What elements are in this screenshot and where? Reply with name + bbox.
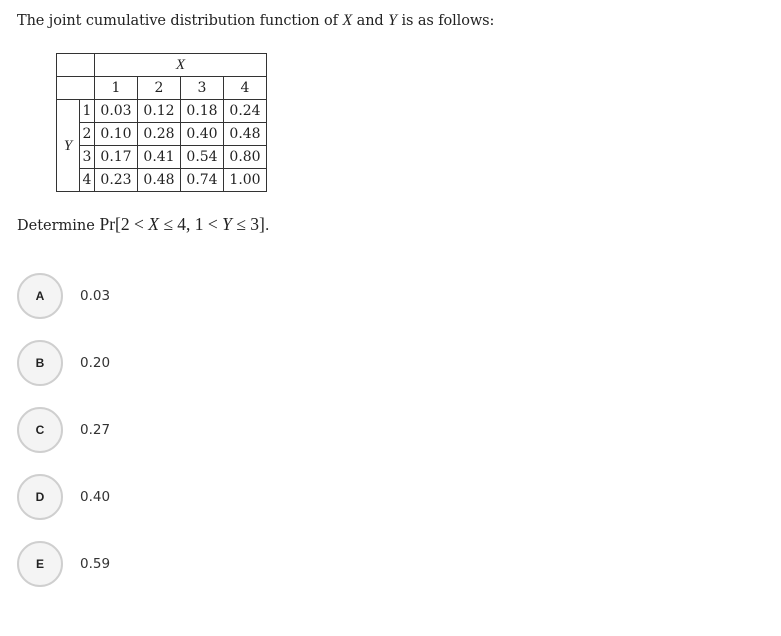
x-value-header: 2	[138, 77, 181, 100]
table-cell: 1.00	[224, 169, 267, 192]
expr-op: <	[129, 214, 149, 234]
intro-var-x: X	[342, 12, 353, 29]
x-values-row	[57, 77, 267, 100]
table-cell: 0.48	[138, 169, 181, 192]
x-value-header: 3	[181, 77, 224, 100]
joint-cdf-table	[56, 53, 267, 192]
intro-prefix: The joint cumulative distribution function of	[17, 13, 343, 29]
y-value-header: 4	[80, 169, 95, 192]
y-variable-header: Y	[57, 100, 80, 192]
intro-and: and	[352, 13, 389, 29]
option-letter-badge[interactable]: E	[17, 541, 63, 587]
table-row	[57, 169, 267, 192]
table-cell: 0.17	[95, 146, 138, 169]
option-text[interactable]: 0.40	[80, 489, 111, 505]
table-cell: 0.80	[224, 146, 267, 169]
table-cell: 0.03	[95, 100, 138, 123]
problem-intro	[17, 12, 494, 30]
expr-pr: Pr[	[99, 214, 121, 234]
question-period: .	[264, 218, 270, 234]
table-cell: 0.54	[181, 146, 224, 169]
intro-var-y: Y	[388, 12, 397, 29]
expr-close: ]	[259, 214, 265, 234]
table-corner-cell	[57, 77, 95, 100]
x-value-header: 4	[224, 77, 267, 100]
table-cell: 0.40	[181, 123, 224, 146]
y-value-header: 3	[80, 146, 95, 169]
expr-var-y: Y	[222, 214, 232, 234]
option-letter-badge[interactable]: C	[17, 407, 63, 453]
option-letter-badge[interactable]: A	[17, 273, 63, 319]
intro-suffix: is as follows:	[396, 13, 495, 29]
option-letter-badge[interactable]: D	[17, 474, 63, 520]
expr-op: ≤	[158, 214, 178, 234]
x-value-header: 1	[95, 77, 138, 100]
option-text[interactable]: 0.27	[80, 422, 111, 438]
option-letter-badge[interactable]: B	[17, 340, 63, 386]
probability-expression	[99, 214, 264, 234]
answer-option-c[interactable]	[17, 407, 110, 453]
table-corner-cell	[57, 54, 95, 77]
answer-option-d[interactable]	[17, 474, 110, 520]
question-prefix: Determine	[17, 218, 100, 234]
question-text	[17, 214, 269, 235]
table-cell: 0.74	[181, 169, 224, 192]
table-header-row	[57, 54, 267, 77]
answer-option-b[interactable]	[17, 340, 110, 386]
expr-comma: ,	[186, 214, 195, 234]
table-cell: 0.48	[224, 123, 267, 146]
expr-lower-y: 1	[194, 214, 204, 234]
table-cell: 0.12	[138, 100, 181, 123]
table-cell: 0.23	[95, 169, 138, 192]
expr-upper-y: 3	[250, 214, 260, 234]
expr-upper-x: 4	[177, 214, 187, 234]
table-cell: 0.24	[224, 100, 267, 123]
table-row	[57, 123, 267, 146]
option-text[interactable]: 0.20	[80, 355, 111, 371]
table-cell: 0.18	[181, 100, 224, 123]
x-variable-header: X	[95, 54, 267, 77]
table-row	[57, 146, 267, 169]
answer-option-a[interactable]	[17, 273, 110, 319]
table-cell: 0.41	[138, 146, 181, 169]
expr-op: ≤	[231, 214, 251, 234]
table-row	[57, 100, 267, 123]
option-text[interactable]: 0.03	[80, 288, 111, 304]
y-value-header: 1	[80, 100, 95, 123]
expr-op: <	[203, 214, 223, 234]
table-cell: 0.28	[138, 123, 181, 146]
option-text[interactable]: 0.59	[80, 556, 111, 572]
answer-option-e[interactable]	[17, 541, 110, 587]
y-value-header: 2	[80, 123, 95, 146]
expr-var-x: X	[148, 214, 159, 234]
table-cell: 0.10	[95, 123, 138, 146]
expr-lower-x: 2	[120, 214, 130, 234]
